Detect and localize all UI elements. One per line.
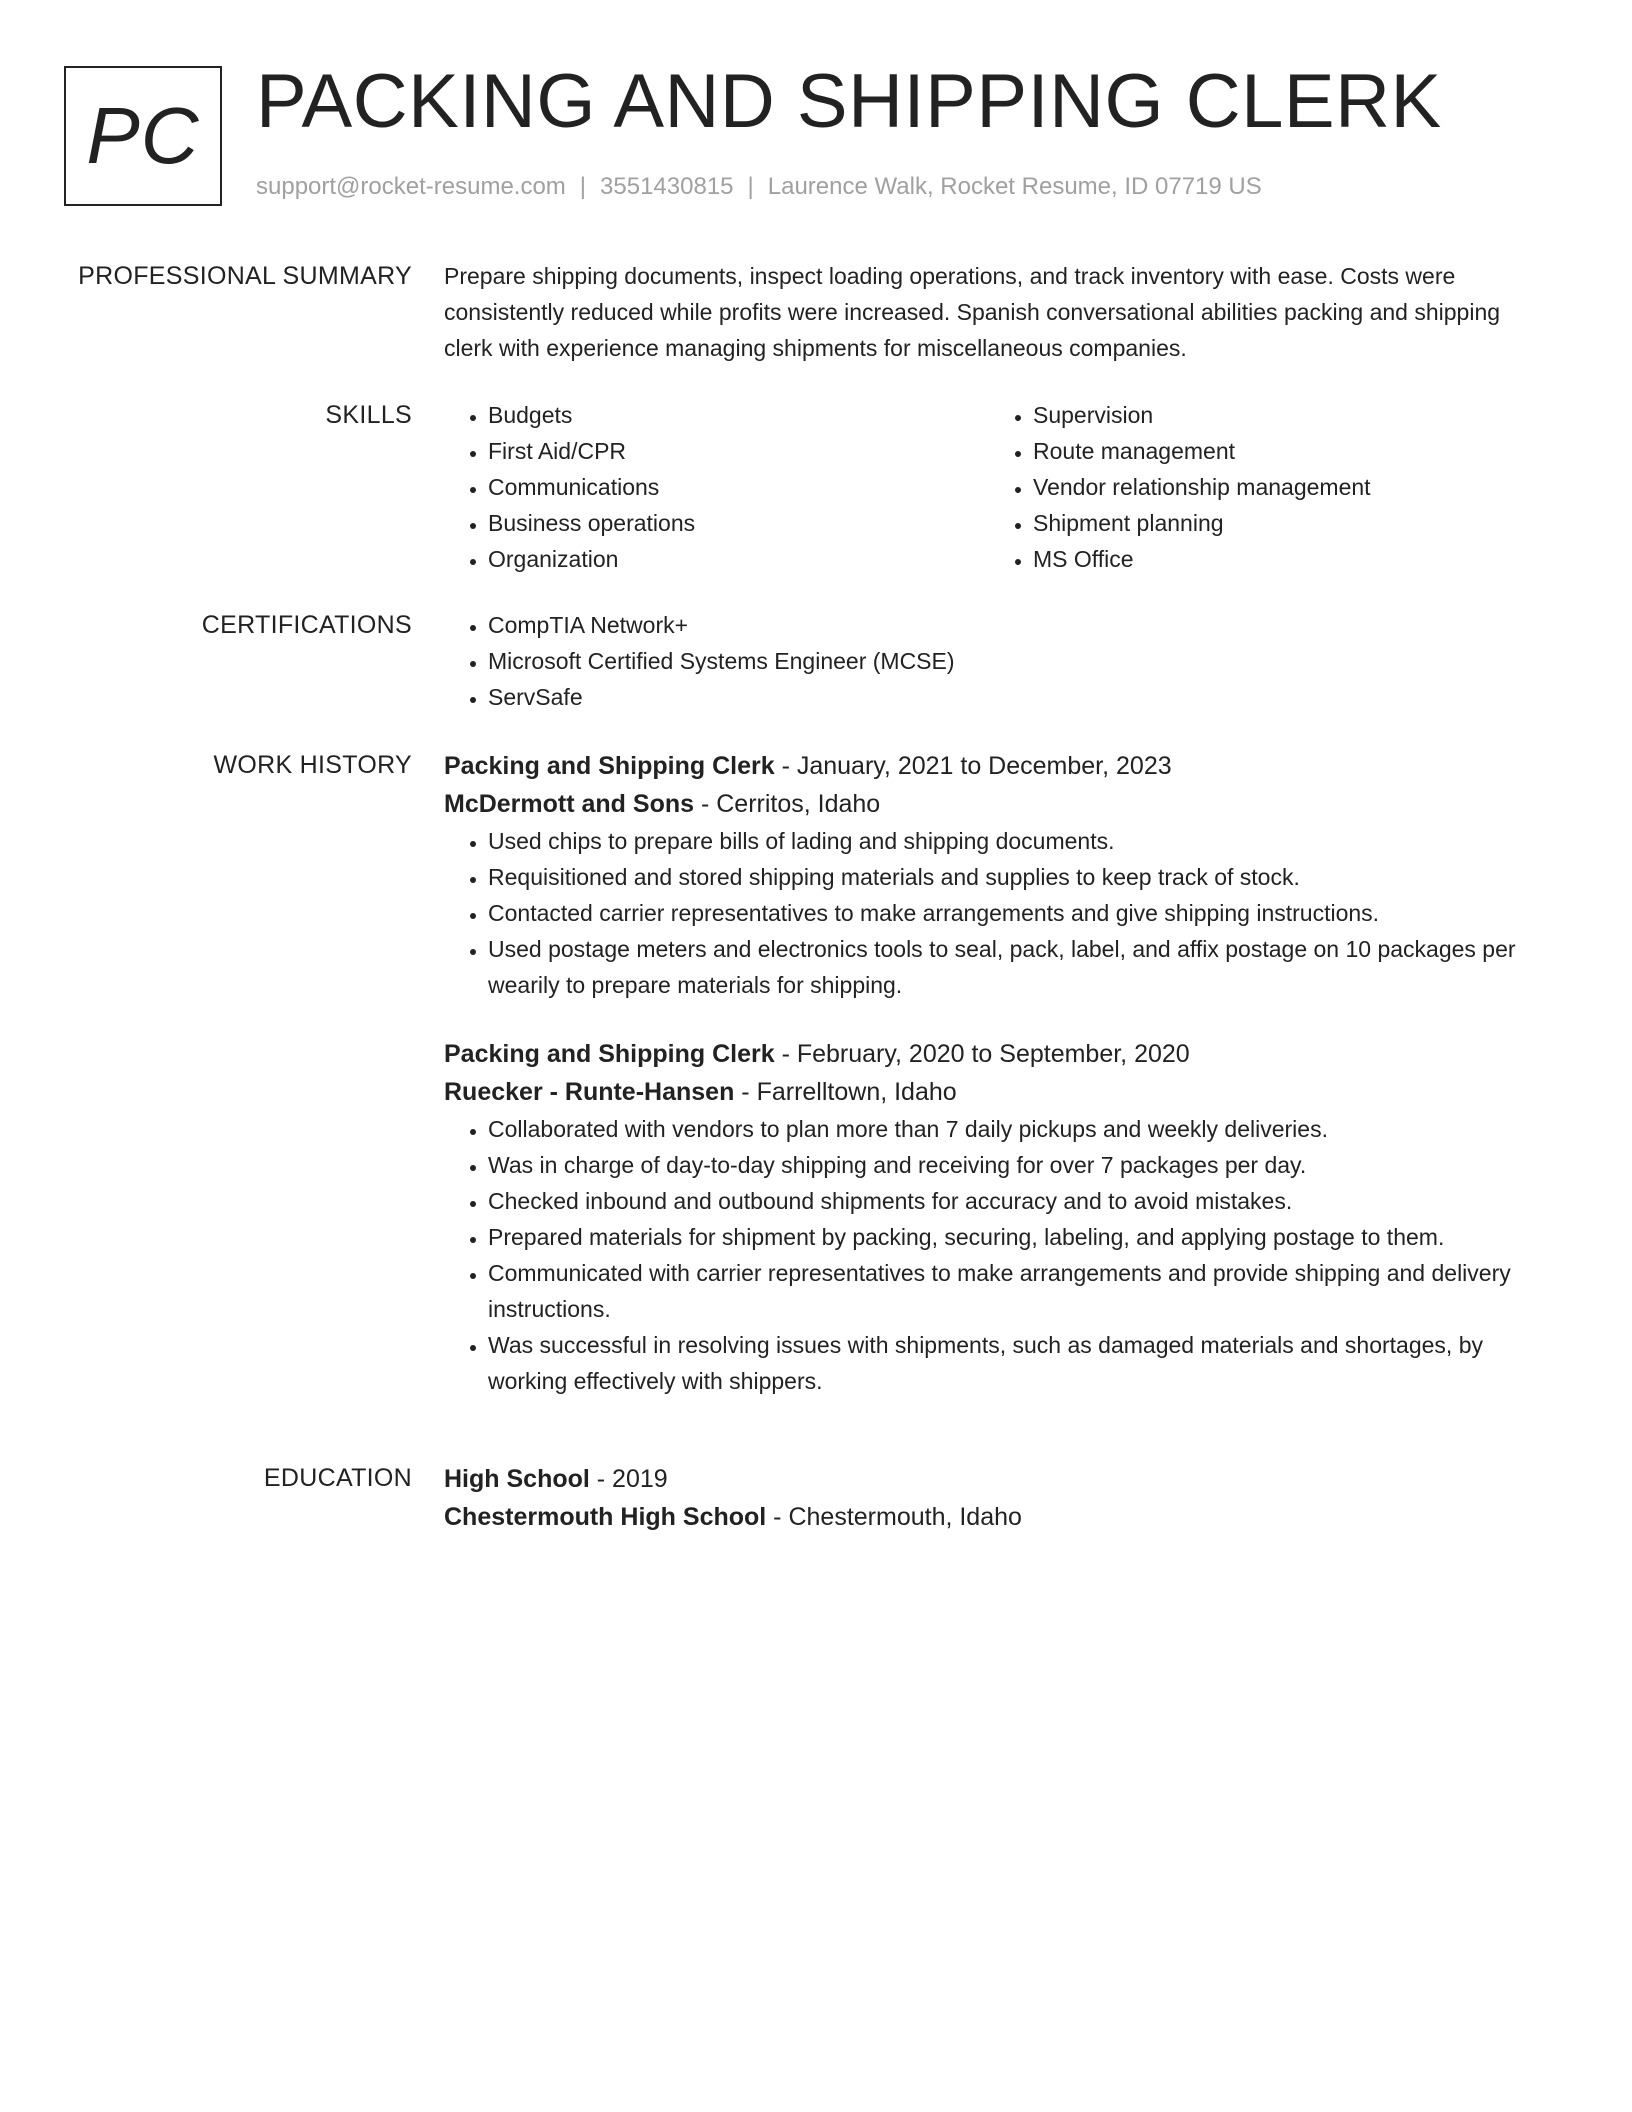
job-duty: • Prepared materials for shipment by packing, securing, labeling, and applying postage to them. — [488, 1219, 1548, 1255]
education-body — [444, 1460, 1548, 1536]
job-duties-list — [444, 1111, 1548, 1399]
job-entry — [444, 1035, 1548, 1399]
education-degree: High School — [444, 1465, 590, 1493]
job-company: Ruecker - Runte-Hansen — [444, 1078, 735, 1106]
job-duty: • Used chips to prepare bills of lading and shipping documents. — [488, 823, 1548, 859]
monogram-initials: PC — [86, 91, 200, 180]
skill-item: • Organization — [488, 541, 989, 577]
skill-item: • Supervision — [1033, 397, 1534, 433]
certifications-body — [444, 607, 1548, 715]
work-history-body — [444, 747, 1548, 1399]
contact-separator: | — [747, 173, 754, 200]
job-title: Packing and Shipping Clerk — [444, 1040, 775, 1068]
contact-address: Laurence Walk, Rocket Resume, ID 07719 US — [767, 173, 1262, 200]
job-company: McDermott and Sons — [444, 790, 695, 818]
summary-body — [444, 258, 1548, 366]
skills-list-left — [444, 397, 989, 577]
skills-list-right — [989, 397, 1534, 577]
job-duty: • Was in charge of day-to-day shipping and receiving for over 7 packages per day. — [488, 1147, 1548, 1183]
work-history-heading: WORK HISTORY — [213, 751, 412, 779]
job-duty: • Collaborated with vendors to plan more than 7 daily pickups and weekly deliveries. — [488, 1111, 1548, 1147]
skill-item: • Business operations — [488, 505, 989, 541]
skills-body — [444, 397, 1548, 577]
job-dates: - February, 2020 to September, 2020 — [774, 1040, 1190, 1068]
job-company-line — [444, 1073, 1548, 1111]
certifications-heading: CERTIFICATIONS — [201, 611, 412, 639]
job-company-line — [444, 785, 1548, 823]
monogram-box — [64, 66, 222, 206]
contact-line — [256, 173, 1262, 202]
summary-heading: PROFESSIONAL SUMMARY — [78, 262, 412, 290]
education-school-line — [444, 1498, 1548, 1536]
certification-item: • CompTIA Network+ — [488, 607, 1548, 643]
job-dates: - January, 2021 to December, 2023 — [774, 752, 1172, 780]
skill-item: • First Aid/CPR — [488, 433, 989, 469]
contact-email: support@rocket-resume.com — [256, 173, 566, 200]
job-duty: • Was successful in resolving issues with shipments, such as damaged materials and shortages, by working effectively with shippers. — [488, 1327, 1548, 1399]
job-duties-list — [444, 823, 1548, 1003]
skill-item: • Shipment planning — [1033, 505, 1534, 541]
certification-item: • Microsoft Certified Systems Engineer (MCSE) — [488, 643, 1548, 679]
skill-item: • Route management — [1033, 433, 1534, 469]
job-duty: • Used postage meters and electronics tools to seal, pack, label, and affix postage on 10 packages per wearily to prepare materials for shipping. — [488, 931, 1548, 1003]
education-year: - 2019 — [589, 1465, 668, 1493]
skill-item: • Vendor relationship management — [1033, 469, 1534, 505]
education-degree-line — [444, 1460, 1548, 1498]
job-title: Packing and Shipping Clerk — [444, 752, 775, 780]
job-duty: • Checked inbound and outbound shipments for accuracy and to avoid mistakes. — [488, 1183, 1548, 1219]
skills-heading: SKILLS — [325, 401, 412, 429]
resume-title: PACKING AND SHIPPING CLERK — [256, 59, 1442, 144]
job-location: - Farrelltown, Idaho — [734, 1078, 957, 1106]
job-duty: • Communicated with carrier representatives to make arrangements and provide shipping and delivery instructions. — [488, 1255, 1548, 1327]
certifications-list — [444, 607, 1548, 715]
skills-columns — [444, 397, 1548, 577]
skill-item: • Communications — [488, 469, 989, 505]
skill-item: • Budgets — [488, 397, 989, 433]
job-title-line — [444, 1035, 1548, 1073]
job-title-line — [444, 747, 1548, 785]
summary-text: Prepare shipping documents, inspect loading operations, and track inventory with ease. Costs were consistently reduced while profits were increased. Spanish conversational abilities packing and shipping clerk with experience managing shipments for miscellaneous companies. — [444, 263, 1501, 361]
education-location: - Chestermouth, Idaho — [766, 1503, 1022, 1531]
skills-column-right — [989, 397, 1534, 577]
contact-separator: | — [579, 173, 587, 200]
job-entry — [444, 747, 1548, 1003]
education-school: Chestermouth High School — [444, 1503, 767, 1531]
contact-phone: 3551430815 — [600, 173, 734, 200]
education-heading: EDUCATION — [263, 1464, 412, 1492]
certification-item: • ServSafe — [488, 679, 1548, 715]
job-duty: • Contacted carrier representatives to make arrangements and give shipping instructions. — [488, 895, 1548, 931]
skills-column-left — [444, 397, 989, 577]
job-duty: • Requisitioned and stored shipping materials and supplies to keep track of stock. — [488, 859, 1548, 895]
skill-item: • MS Office — [1033, 541, 1534, 577]
job-location: - Cerritos, Idaho — [694, 790, 881, 818]
